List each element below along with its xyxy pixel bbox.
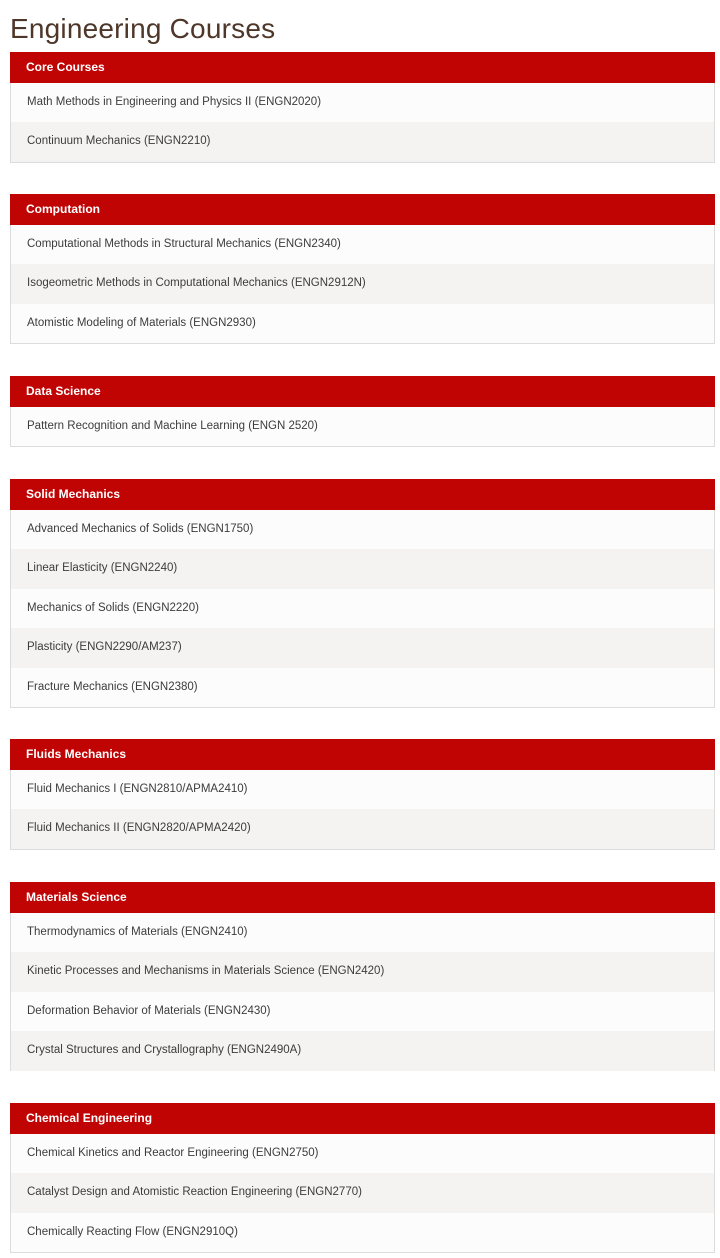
course-list (11, 770, 714, 849)
course-item[interactable]: Math Methods in Engineering and Physics II (ENGN2020) (11, 83, 714, 122)
course-item[interactable]: Continuum Mechanics (ENGN2210) (11, 122, 714, 161)
section-core-courses (10, 52, 715, 163)
section-fluids-mechanics (10, 739, 715, 850)
course-list (11, 913, 714, 1071)
section-header: Data Science (10, 376, 715, 407)
course-item[interactable]: Computational Methods in Structural Mechanics (ENGN2340) (11, 225, 714, 264)
section-data-science (10, 376, 715, 447)
course-item[interactable]: Crystal Structures and Crystallography (ENGN2490A) (11, 1031, 714, 1070)
course-list (11, 225, 714, 343)
course-item[interactable]: Linear Elasticity (ENGN2240) (11, 549, 714, 588)
course-item[interactable]: Fracture Mechanics (ENGN2380) (11, 668, 714, 707)
section-header: Core Courses (10, 52, 715, 83)
section-header: Fluids Mechanics (10, 739, 715, 770)
course-item[interactable]: Thermodynamics of Materials (ENGN2410) (11, 913, 714, 952)
course-item[interactable]: Kinetic Processes and Mechanisms in Materials Science (ENGN2420) (11, 952, 714, 991)
section-header: Solid Mechanics (10, 479, 715, 510)
course-list (11, 83, 714, 162)
course-item[interactable]: Fluid Mechanics I (ENGN2810/APMA2410) (11, 770, 714, 809)
section-header: Computation (10, 194, 715, 225)
course-item[interactable]: Chemical Kinetics and Reactor Engineering (ENGN2750) (11, 1134, 714, 1173)
course-list (11, 510, 714, 707)
course-item[interactable]: Fluid Mechanics II (ENGN2820/APMA2420) (11, 809, 714, 848)
page-title: Engineering Courses (10, 13, 276, 44)
course-item[interactable]: Deformation Behavior of Materials (ENGN2430) (11, 992, 714, 1031)
section-materials-science (10, 882, 715, 1071)
course-item[interactable]: Pattern Recognition and Machine Learning (ENGN 2520) (11, 407, 714, 446)
course-item[interactable]: Plasticity (ENGN2290/AM237) (11, 628, 714, 667)
section-chemical-engineering (10, 1103, 715, 1253)
section-computation (10, 194, 715, 344)
course-item[interactable]: Isogeometric Methods in Computational Mechanics (ENGN2912N) (11, 264, 714, 303)
course-item[interactable]: Advanced Mechanics of Solids (ENGN1750) (11, 510, 714, 549)
section-solid-mechanics (10, 479, 715, 708)
section-header: Materials Science (10, 882, 715, 913)
course-item[interactable]: Mechanics of Solids (ENGN2220) (11, 589, 714, 628)
section-header: Chemical Engineering (10, 1103, 715, 1134)
course-item[interactable]: Atomistic Modeling of Materials (ENGN2930) (11, 304, 714, 343)
course-item[interactable]: Catalyst Design and Atomistic Reaction Engineering (ENGN2770) (11, 1173, 714, 1212)
course-item[interactable]: Chemically Reacting Flow (ENGN2910Q) (11, 1213, 714, 1252)
course-list (11, 407, 714, 446)
course-list (11, 1134, 714, 1252)
